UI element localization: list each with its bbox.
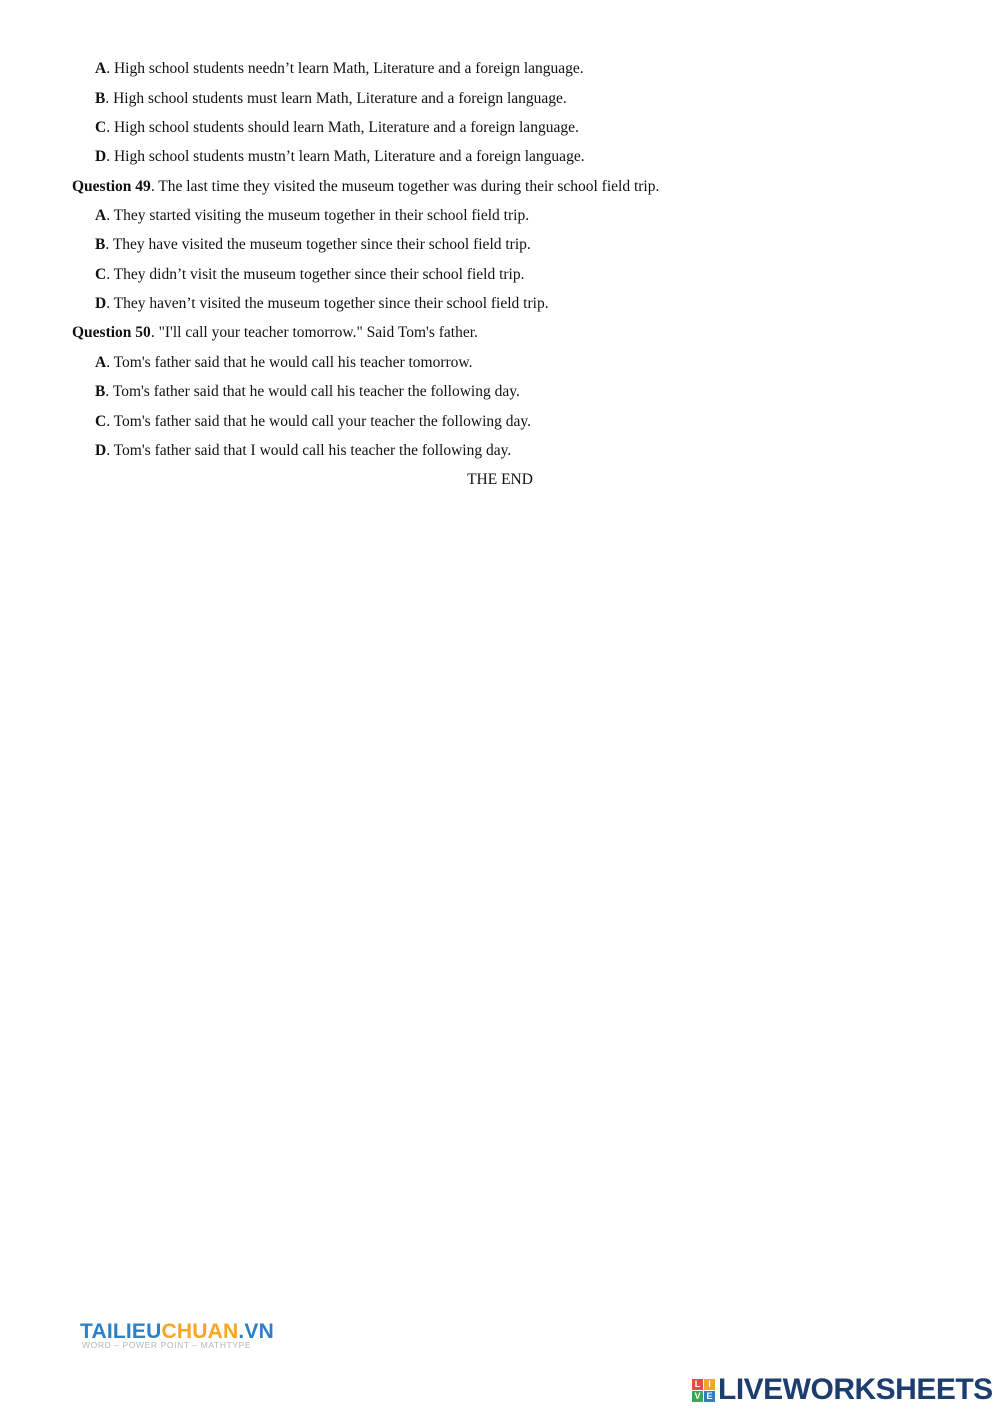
liveworksheets-text: LIVEWORKSHEETS bbox=[718, 1373, 993, 1406]
option-text: . They haven’t visited the museum together since their school field trip. bbox=[106, 295, 549, 312]
option-text: . Tom's father said that he would call his teacher tomorrow. bbox=[106, 354, 473, 371]
option-text: . High school students mustn’t learn Math, Literature and a foreign language. bbox=[106, 148, 585, 165]
logo-text-part2: CHUAN bbox=[161, 1320, 239, 1343]
option-letter: A bbox=[95, 207, 107, 224]
logo-text-part3: .VN bbox=[238, 1320, 274, 1343]
question-label: Question 49 bbox=[72, 178, 151, 195]
question-label: Question 50 bbox=[72, 324, 151, 341]
option-letter: C bbox=[95, 266, 107, 283]
option-text: . They didn’t visit the museum together since their school field trip. bbox=[106, 266, 525, 283]
mark-letter: V bbox=[692, 1391, 703, 1402]
tailieuchuan-tagline: WORD – POWER POINT – MATHTYPE bbox=[82, 1340, 252, 1350]
option-letter: D bbox=[95, 295, 107, 312]
q49-option-a bbox=[95, 206, 529, 226]
option-text: . They started visiting the museum together in their school field trip. bbox=[106, 207, 530, 224]
option-letter: A bbox=[95, 60, 107, 77]
option-letter: C bbox=[95, 413, 107, 430]
option-letter: D bbox=[95, 148, 107, 165]
option-text: . High school students should learn Math, Literature and a foreign language. bbox=[106, 119, 579, 136]
mark-letter: L bbox=[692, 1379, 703, 1390]
option-letter: C bbox=[95, 119, 107, 136]
option-text: . Tom's father said that I would call his teacher the following day. bbox=[106, 442, 512, 459]
mark-letter: I bbox=[704, 1379, 715, 1390]
liveworksheets-mark-icon bbox=[692, 1379, 715, 1402]
option-text: . High school students must learn Math, Literature and a foreign language. bbox=[105, 90, 567, 107]
option-letter: D bbox=[95, 442, 107, 459]
q48-option-a bbox=[95, 59, 584, 79]
question-text: . "I'll call your teacher tomorrow." Said Tom's father. bbox=[150, 324, 478, 341]
q49-stem bbox=[72, 177, 659, 197]
q49-option-d bbox=[95, 294, 549, 314]
the-end-text: THE END bbox=[467, 471, 533, 488]
q50-option-c bbox=[95, 412, 531, 432]
option-text: . High school students needn’t learn Math, Literature and a foreign language. bbox=[106, 60, 584, 77]
liveworksheets-logo bbox=[692, 1372, 993, 1408]
option-letter: A bbox=[95, 354, 107, 371]
option-letter: B bbox=[95, 236, 106, 253]
q48-option-b bbox=[95, 89, 567, 109]
q50-option-d bbox=[95, 441, 511, 461]
q50-stem bbox=[72, 323, 478, 343]
logo-text-part1: TAILIEU bbox=[80, 1320, 162, 1343]
option-text: . Tom's father said that he would call your teacher the following day. bbox=[106, 413, 532, 430]
option-letter: B bbox=[95, 90, 106, 107]
q50-option-a bbox=[95, 353, 473, 373]
option-text: . Tom's father said that he would call his teacher the following day. bbox=[105, 383, 520, 400]
q48-option-d bbox=[95, 147, 585, 167]
q49-option-b bbox=[95, 235, 531, 255]
question-text: . The last time they visited the museum together was during their school field trip. bbox=[150, 178, 660, 195]
q48-option-c bbox=[95, 118, 579, 138]
mark-letter: E bbox=[704, 1391, 715, 1402]
q50-option-b bbox=[95, 382, 520, 402]
option-text: . They have visited the museum together since their school field trip. bbox=[105, 236, 531, 253]
option-letter: B bbox=[95, 383, 106, 400]
q49-option-c bbox=[95, 265, 524, 285]
